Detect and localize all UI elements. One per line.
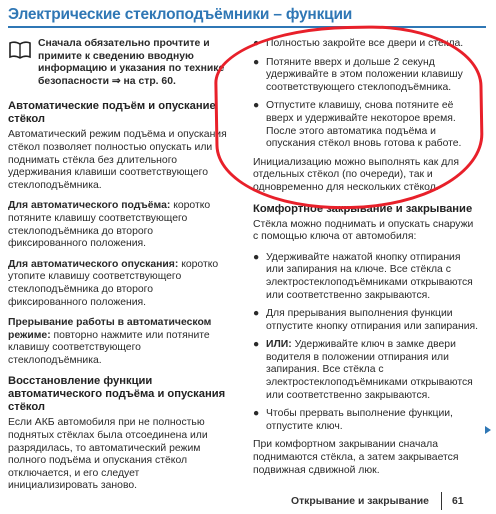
- label: Для автоматического подъёма:: [8, 200, 171, 212]
- list-item: ● ИЛИ: Удерживайте ключ в замке двери водителя в положении отпирания или запирания. Все стёкла с электростеклоподъёмниками открываются или соответственно закрываются.: [253, 339, 473, 401]
- paragraph: Если АКБ автомобиля при не полностью поднятых стёклах была отсоединена или разрядилась, то автоматический режим полного подъёма и опускания стёкол отключается, и его следует инициализировать заново.: [8, 417, 208, 492]
- paragraph: Автоматический режим подъёма и опускания стёкол позволяет полностью опускать или поднимать стёкла без длительного удерживания клавиши соответствующего стеклоподъёмника.: [8, 129, 227, 191]
- page-number: 61: [452, 496, 464, 507]
- list-item: ● Удерживайте нажатой кнопку отпирания или запирания на ключе. Все стёкла с электростеклоподъёмниками открываются или соответственно закрываются.: [253, 251, 473, 301]
- label: Прерывание работы в автоматическом режиме:: [8, 317, 212, 341]
- section-heading: Автоматические подъём и опускание стёкол: [8, 100, 216, 126]
- paragraph: Прерывание работы в автоматическом режиме: повторно нажмите или потяните клавишу соответствующего стеклоподъёмника.: [8, 317, 212, 366]
- paragraph: При комфортном закрывании сначала поднимаются стёкла, а затем закрывается подвижная сдвижной люк.: [253, 439, 459, 476]
- list-item: ● Чтобы прервать выполнение функции, отпустите ключ.: [253, 408, 453, 432]
- triangle-right-icon: [485, 426, 491, 434]
- footer-divider: [441, 492, 442, 510]
- right-column: [253, 38, 478, 485]
- paragraph: Для автоматического подъёма: коротко потяните клавишу соответствующего стеклоподъёмника до второго фиксированного положения.: [8, 200, 211, 250]
- label: Для автоматического опускания:: [8, 258, 179, 270]
- footer-section-title: Открывание и закрывание: [291, 496, 429, 507]
- title-rule: [8, 26, 486, 28]
- warning-text: Сначала обязательно прочтите и примите к сведению вводную информацию и указания по технике безопасности ⇒ на стр. 60.: [38, 38, 225, 87]
- section-heading: Комфортное закрывание и закрывание: [253, 202, 473, 215]
- paragraph: Для автоматического опускания: коротко утопите клавишу соответствующего стеклоподъёмника до второго фиксированного положения.: [8, 258, 219, 308]
- left-column: [8, 38, 230, 501]
- list-item: ● Полностью закройте все двери и стёкла.: [253, 38, 464, 49]
- list-item: ● Потяните вверх и дольше 2 секунд удерживайте в этом положении клавишу соответствующего стеклоподъёмника.: [253, 56, 463, 93]
- list-item: ● Для прерывания выполнения функции отпустите кнопку отпирания или запирания.: [253, 308, 479, 332]
- section-heading: Восстановление функции автоматического подъёма и опускания стёкол: [8, 375, 226, 414]
- list-item: ● Отпустите клавишу, снова потяните её вверх и удерживайте некоторое время. После этого автоматика подъёма и опускания стёкол вновь готова к работе.: [253, 100, 462, 150]
- open-book-icon: [8, 40, 32, 60]
- warning-block: [8, 38, 230, 88]
- paragraph: Стёкла можно поднимать и опускать снаружи с помощью ключа от автомобиля:: [253, 218, 474, 243]
- page-title: Электрические стеклоподъёмники – функции: [8, 6, 353, 23]
- paragraph: Инициализацию можно выполнять как для отдельных стёкол (по очереди), так и одновременно для нескольких стёкол.: [253, 156, 459, 193]
